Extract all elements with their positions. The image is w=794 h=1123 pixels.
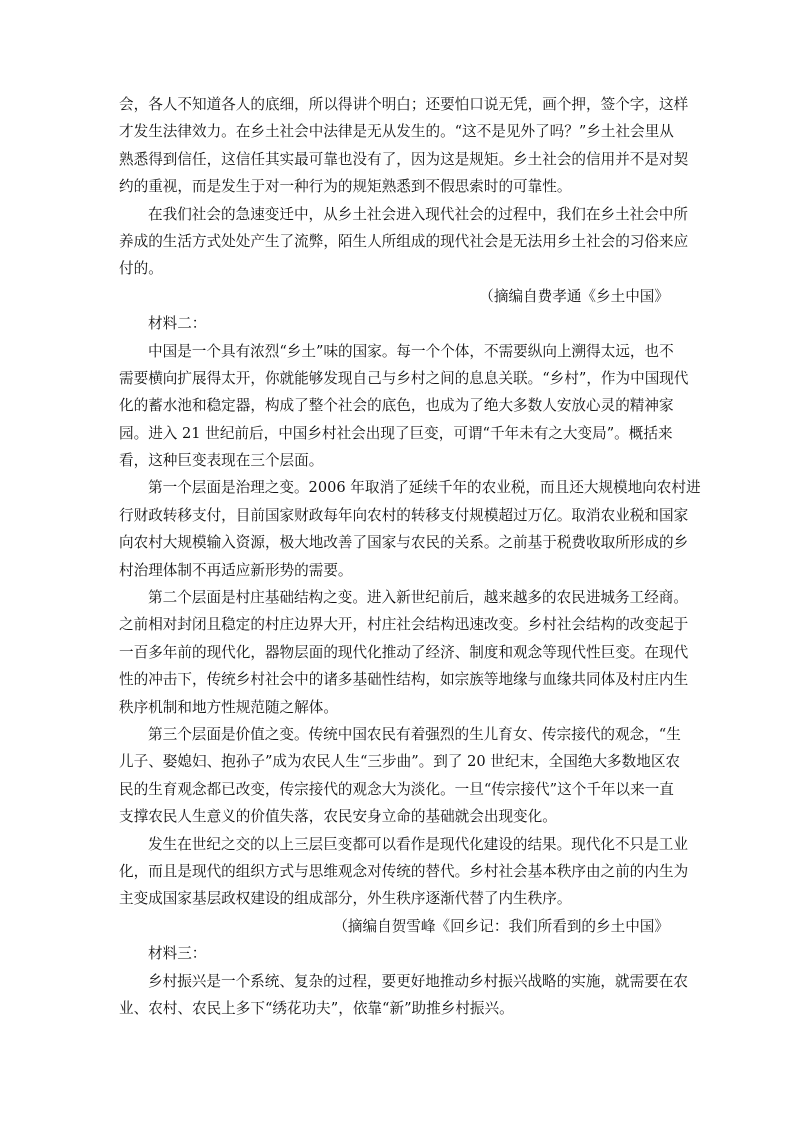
text-line: 主变成国家基层政权建设的组成部分，外生秩序逐渐代替了内生秩序。	[119, 890, 572, 908]
text-line: 之前相对封闭且稳定的村庄边界大开，村庄社会结构迅速改变。乡村社会结构的改变起于	[119, 616, 689, 634]
text-line: 会，各人不知道各人的底细，所以得讲个明白；还要怕口说无凭，画个押，签个字，这样	[119, 96, 689, 113]
text-line: 第二个层面是村庄基础结构之变。进入新世纪前后，越来越多的农民进城务工经商。	[148, 589, 688, 607]
text-line: 第一个层面是治理之变。2006 年取消了延续千年的农业税，而且还大规模地向农村进	[148, 479, 701, 497]
text-line: 民的生育观念都已改变，传宗接代的观念大为淡化。一旦“传宗接代”这个千年以来一直	[119, 780, 674, 798]
text-line: 才发生法律效力。在乡土社会中法律是无从发生的。“这不是见外了吗？”乡土社会里从	[119, 123, 674, 141]
text-line: 需要横向扩展得太开，你就能够发现自己与乡村之间的息息关联。“乡村”，作为中国现代	[119, 369, 689, 387]
text-line: 约的重视，而是发生于对一种行为的规矩熟悉到不假思索时的可靠性。	[119, 178, 572, 196]
text-line: （摘编自费孝通《乡土中国》	[479, 287, 669, 305]
text-line: 第三个层面是价值之变。传统中国农民有着强烈的生儿育女、传宗接代的观念，“生	[148, 725, 681, 743]
text-line: 中国是一个具有浓烈“乡土”味的国家。每一个个体，不需要纵向上溯得太远，也不	[148, 342, 674, 360]
text-line: （摘编自贺雪峰《回乡记：我们所看到的乡土中国》	[333, 917, 669, 935]
text-line: 付的。	[119, 260, 163, 278]
text-line: 材料三：	[148, 945, 207, 963]
text-line: 养成的生活方式处处产生了流弊，陌生人所组成的现代社会是无法用乡土社会的习俗来应	[119, 232, 689, 250]
text-line: 乡村振兴是一个系统、复杂的过程，要更好地推动乡村振兴战略的实施，就需要在农	[148, 972, 688, 990]
text-line: 化的蓄水池和稳定器，构成了整个社会的底色，也成为了绝大多数人安放心灵的精神家	[119, 397, 674, 415]
text-line: 儿子、娶媳妇、抱孙子”成为农民人生“三步曲”。到了 20 世纪末，全国绝大多数地区农	[119, 753, 681, 771]
text-line: 向农村大规模输入资源，极大地改善了国家与农民的关系。之前基于税费收取所形成的乡	[119, 534, 689, 552]
text-line: 业、农村、农民上多下“绣花功夫”，依靠“新”助推乡村振兴。	[119, 999, 514, 1017]
text-line: 看，这种巨变表现在三个层面。	[119, 452, 324, 470]
text-line: 在我们社会的急速变迁中，从乡土社会进入现代社会的过程中，我们在乡土社会中所	[148, 205, 688, 223]
text-line: 化，而且是现代的组织方式与思维观念对传统的替代。乡村社会基本秩序由之前的内生为	[119, 862, 689, 880]
text-line: 园。进入 21 世纪前后，中国乡村社会出现了巨变，可谓“千年未有之大变局”。概括来	[119, 424, 673, 442]
text-line: 材料二：	[148, 315, 207, 333]
text-line: 村治理体制不再适应新形势的需要。	[119, 561, 353, 579]
text-line: 秩序机制和地方性规范随之解体。	[119, 698, 338, 716]
text-line: 支撑农民人生意义的价值失落，农民安身立命的基础就会出现变化。	[119, 808, 557, 826]
text-line: 熟悉得到信任，这信任其实最可靠也没有了，因为这是规矩。乡土社会的信用并不是对契	[119, 150, 689, 168]
text-line: 性的冲击下，传统乡村社会中的诸多基础性结构，如宗族等地缘与血缘共同体及村庄内生	[119, 671, 689, 689]
text-line: 发生在世纪之交的以上三层巨变都可以看作是现代化建设的结果。现代化不只是工业	[148, 835, 688, 853]
text-line: 一百多年前的现代化，器物层面的现代化推动了经济、制度和观念等现代性巨变。在现代	[119, 643, 689, 661]
document-page	[119, 91, 701, 1022]
text-line: 行财政转移支付，目前国家财政每年向农村的转移支付规模超过万亿。取消农业税和国家	[119, 506, 689, 524]
